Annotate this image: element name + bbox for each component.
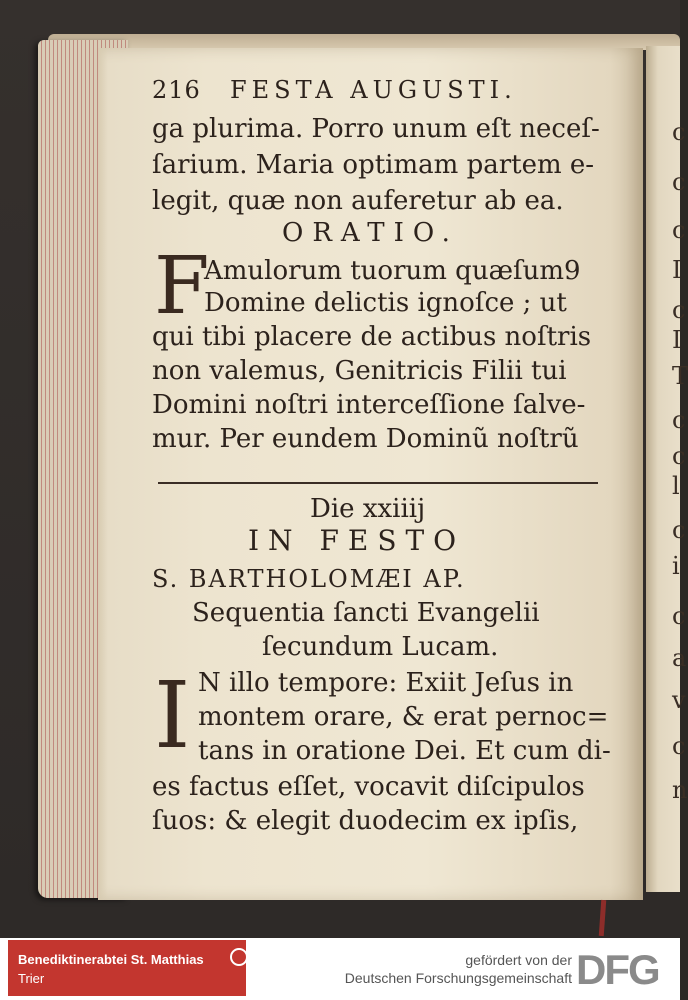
oratio-line: Domine delictis ignoſce ; ut — [204, 288, 567, 318]
feast-saint: S. BARTHOLOMÆI AP. — [152, 565, 466, 593]
institution-city: Trier — [18, 971, 45, 986]
facing-page-letter: i — [672, 552, 680, 580]
body-line: ſarium. Maria optimam partem e- — [152, 150, 595, 180]
facing-page-letter: T — [672, 362, 688, 390]
facing-page-letter: c — [672, 516, 686, 544]
facing-page-letter: c — [672, 442, 686, 470]
oratio-line: Amulorum tuorum quæſum9 — [204, 256, 581, 286]
oratio-line: qui tibi placere de actibus noſtris — [152, 322, 592, 352]
gospel-line: montem orare, & erat pernoc= — [198, 702, 609, 732]
institution-banner[interactable] — [8, 940, 246, 996]
facing-page-letter: v — [672, 686, 686, 714]
facing-page-edge — [646, 46, 688, 892]
gospel-line: tans in oratione Dei. Et cum di- — [198, 736, 611, 766]
facing-page-letter: I — [672, 326, 682, 354]
feast-date: Die xxiiij — [310, 494, 426, 524]
facing-page-letter: a — [672, 644, 687, 672]
institution-name: Benediktinerabtei St. Matthias — [18, 952, 204, 967]
body-line: legit, quæ non auferetur ab ea. — [152, 186, 564, 216]
body-line: ga plurima. Porro unum eſt neceſ- — [152, 114, 600, 144]
gospel-title: Sequentia ſancti Evangelii — [192, 598, 540, 628]
abbey-logo-icon — [230, 948, 248, 966]
page-header — [152, 76, 622, 110]
gospel-line: ſuos: & elegit duodecim ex ipſis, — [152, 806, 579, 836]
running-head: FESTA AUGUSTI. — [230, 76, 517, 104]
oratio-line: mur. Per eundem Dominũ noſtrũ — [152, 424, 579, 454]
facing-page-letter: c — [672, 406, 686, 434]
dfg-logo[interactable]: DFG — [576, 946, 659, 993]
facing-page-letter: c — [672, 602, 686, 630]
section-divider — [158, 482, 598, 484]
facing-page-letter: c — [672, 732, 686, 760]
feast-heading: IN FESTO — [248, 524, 466, 557]
funding-organization: Deutschen Forschungsgemeinschaft — [344, 970, 572, 986]
gospel-line: N illo tempore: Exiit Jeſus in — [198, 668, 574, 698]
facing-page-letter: c — [672, 296, 686, 324]
oratio-drop-cap: F — [154, 239, 210, 332]
facing-page-letter: I — [672, 256, 682, 284]
footer-bar — [0, 938, 680, 1000]
facing-page-letter: c — [672, 216, 686, 244]
oratio-line: non valemus, Genitricis Filii tui — [152, 356, 567, 386]
gospel-line: es factus eſſet, vocavit diſcipulos — [152, 772, 585, 802]
funding-label: gefördert von der — [465, 952, 572, 968]
oratio-heading: ORATIO. — [282, 218, 459, 248]
gospel-drop-cap: I — [154, 662, 191, 769]
facing-page-letter: l — [672, 472, 680, 500]
facing-page-letter: c — [672, 118, 686, 146]
facing-page-letter: n — [672, 776, 688, 804]
bookmark-ribbon — [599, 900, 606, 936]
facing-page-letter: c — [672, 168, 686, 196]
gospel-subtitle: ſecundum Lucam. — [262, 632, 499, 662]
oratio-line: Domini noſtri interceſſione ſalve- — [152, 390, 586, 420]
page-number: 216 — [152, 76, 201, 104]
